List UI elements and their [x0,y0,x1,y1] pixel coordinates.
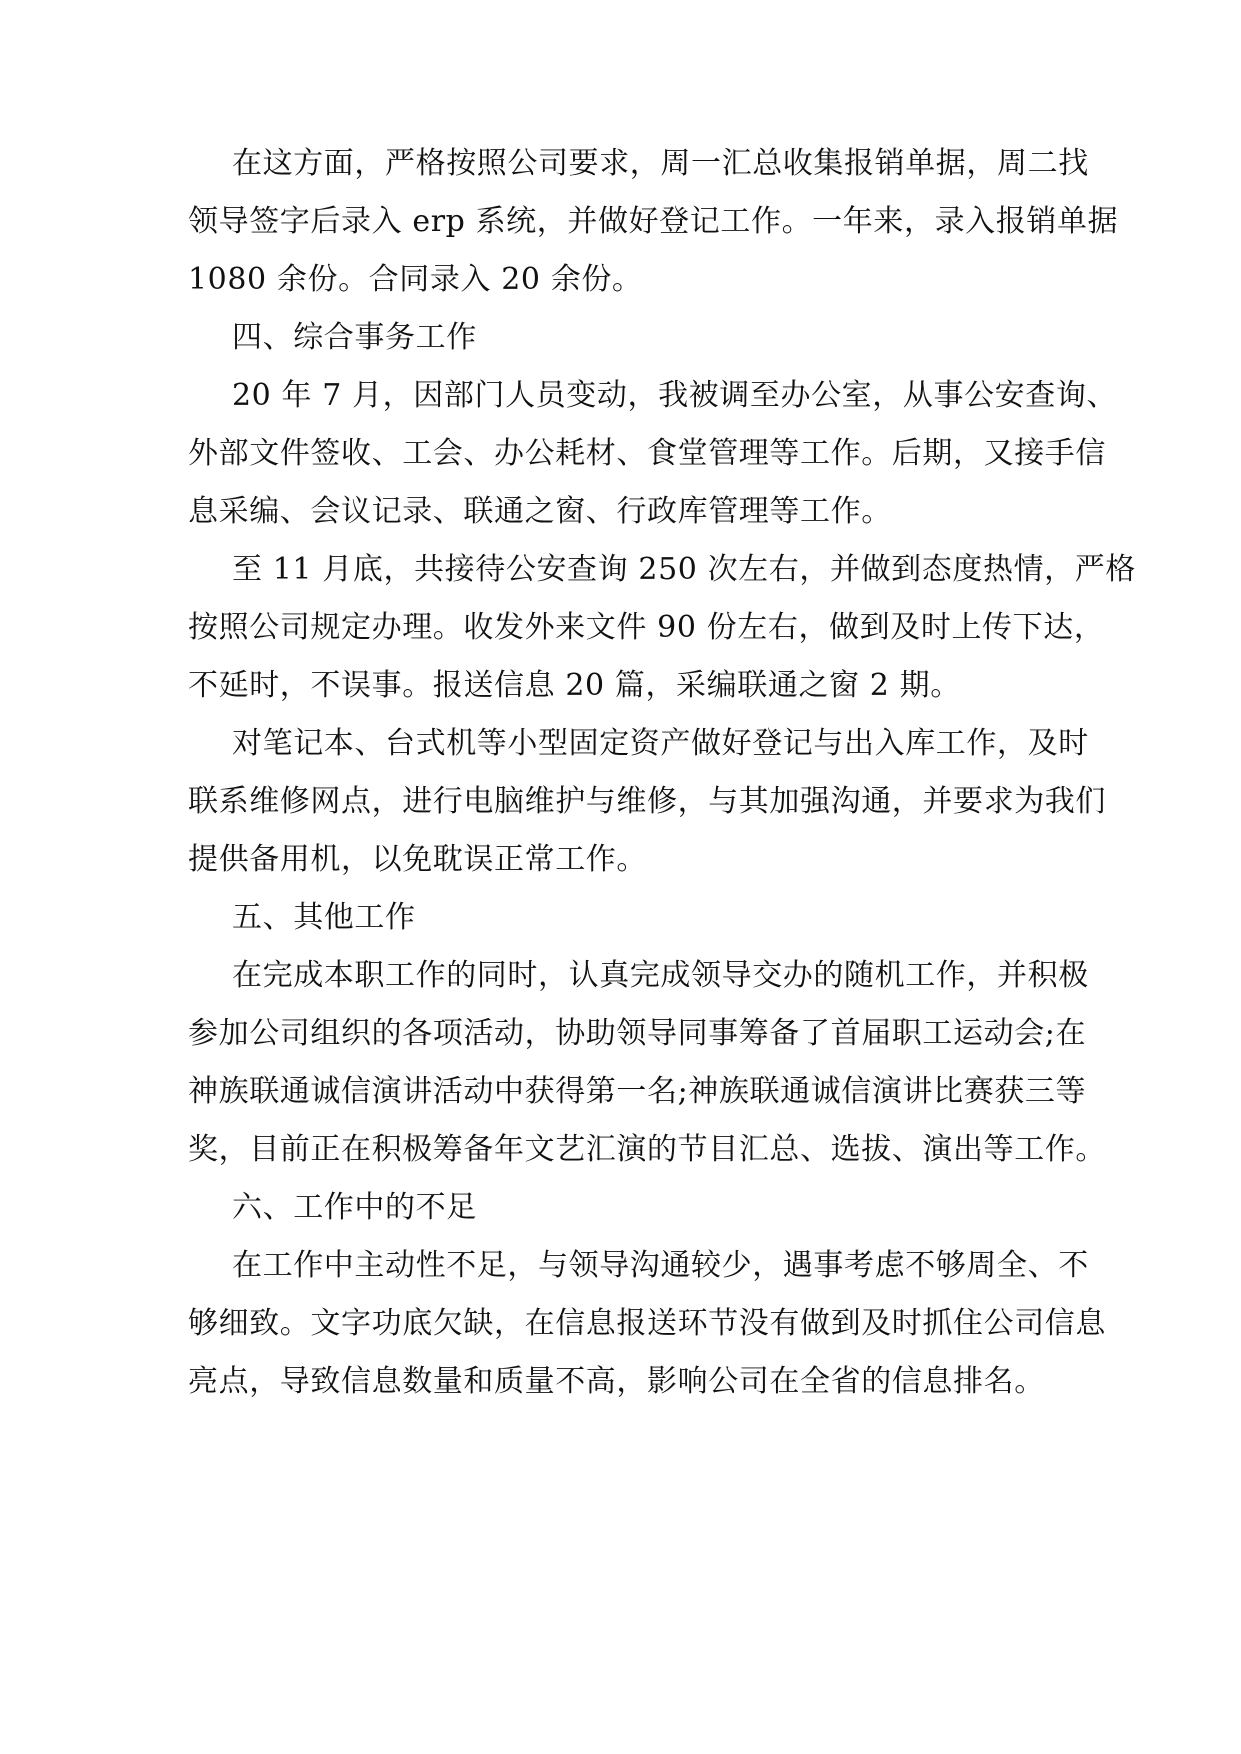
body-text-line: 至 11 月底，共接待公安查询 250 次左右，并做到态度热情，严格 [232,552,1136,587]
body-text-line: 够细致。文字功底欠缺，在信息报送环节没有做到及时抓住公司信息 [188,1306,1106,1341]
body-text-line: 按照公司规定办理。收发外来文件 90 份左右，做到及时上传下达， [188,610,1105,645]
body-text-line: 领导签字后录入 erp 系统，并做好登记工作。一年来，录入报销单据 [188,204,1119,239]
body-text-line: 1080 余份。合同录入 20 余份。 [188,262,643,297]
body-text-line: 联系维修网点，进行电脑维护与维修，与其加强沟通，并要求为我们 [188,784,1106,819]
body-text-line: 息采编、会议记录、联通之窗、行政库管理等工作。 [188,494,892,529]
body-text-line: 在这方面，严格按照公司要求，周一汇总收集报销单据，周二找 [232,146,1089,181]
body-text-line: 亮点，导致信息数量和质量不高，影响公司在全省的信息排名。 [188,1364,1045,1399]
section-heading: 五、其他工作 [232,900,416,935]
body-text-line: 外部文件签收、工会、办公耗材、食堂管理等工作。后期，又接手信 [188,436,1106,471]
body-text-line: 在完成本职工作的同时，认真完成领导交办的随机工作，并积极 [232,958,1089,993]
body-text-line: 在工作中主动性不足，与领导沟通较少，遇事考虑不够周全、不 [232,1248,1089,1283]
body-text-line: 对笔记本、台式机等小型固定资产做好登记与出入库工作，及时 [232,726,1089,761]
body-text-line: 20 年 7 月，因部门人员变动，我被调至办公室，从事公安查询、 [232,378,1118,413]
body-text-line: 提供备用机，以免耽误正常工作。 [188,842,647,877]
section-heading: 四、综合事务工作 [232,320,477,355]
body-text-line: 参加公司组织的各项活动，协助领导同事筹备了首届职工运动会;在 [188,1016,1087,1051]
body-text-line: 奖，目前正在积极筹备年文艺汇演的节目汇总、选拔、演出等工作。 [188,1132,1106,1167]
body-text-line: 不延时，不误事。报送信息 20 篇，采编联通之窗 2 期。 [188,668,961,703]
body-text-line: 神族联通诚信演讲活动中获得第一名;神族联通诚信演讲比赛获三等 [188,1074,1087,1109]
section-heading: 六、工作中的不足 [232,1190,477,1225]
